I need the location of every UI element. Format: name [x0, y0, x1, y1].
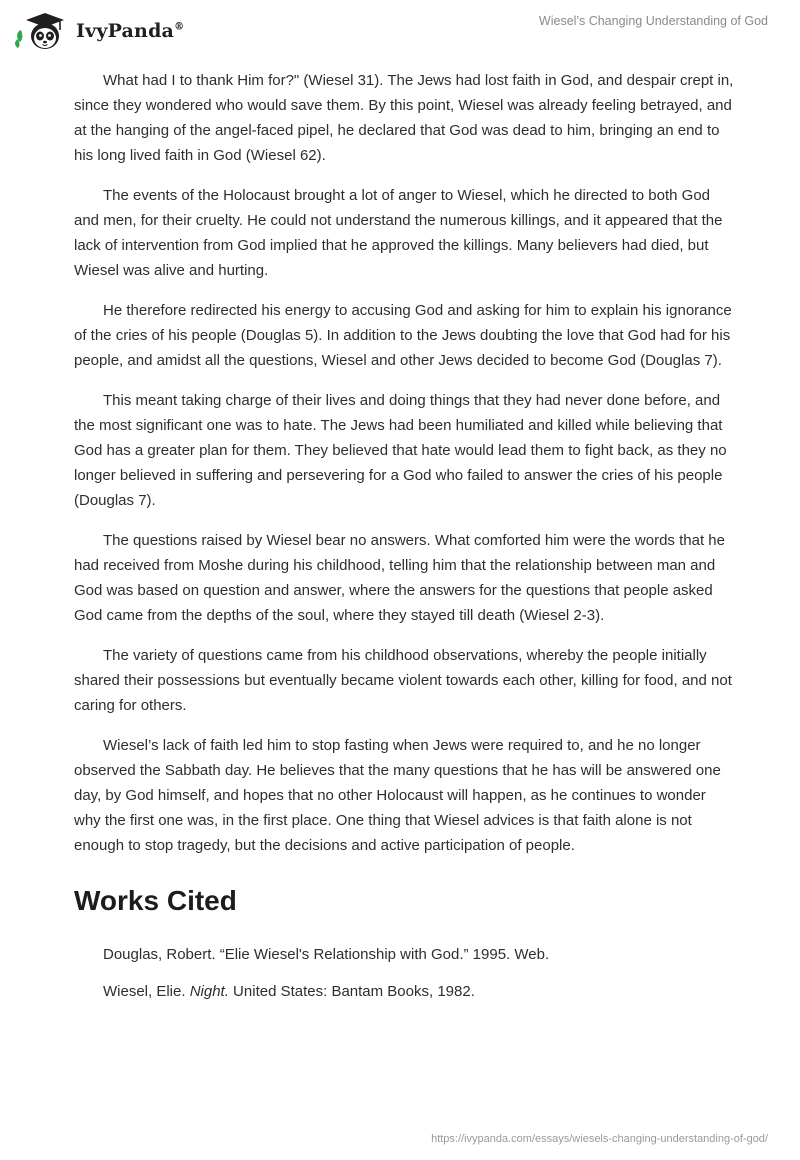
citation-entry: Wiesel, Elie. Night. United States: Bantam Books, 1982. — [103, 983, 475, 1000]
page-header — [0, 0, 800, 60]
paragraph: Wiesel’s lack of faith led him to stop fasting when Jews were required to, and he no longer observed the Sabbath day. He believes that the many questions that he has will be answered one day, by God himself, and hopes that no other Holocaust will happen, as he continues to wonder why the first one was, in the first place. One thing that Wiesel advices is that faith alone is not enough to stop tragedy, but the decisions and active participation of people. — [74, 737, 721, 854]
brand-name: IvyPanda® — [76, 20, 185, 42]
works-cited-heading: Works Cited — [74, 885, 237, 916]
citation-entry: Douglas, Robert. “Elie Wiesel's Relationship with God.” 1995. Web. — [103, 946, 550, 963]
essay-body — [74, 68, 734, 1016]
paragraph: This meant taking charge of their lives and doing things that they had never done before, and the most significant one was to hate. The Jews had been humiliated and killed while believing that God has a greater plan for them. They believed that hate would lead them to fight back, as they no longer believed in suffering and persevering for a God who failed to answer the cries of his people (Douglas 7). — [74, 392, 727, 509]
paragraph: The events of the Holocaust brought a lot of anger to Wiesel, which he directed to both God and men, for their cruelty. He could not understand the numerous killings, and it appeared that the lack of intervention from God implied that he approved the killings. Many believers had died, but Wiesel was alive and hurting. — [74, 187, 723, 279]
paragraph: The questions raised by Wiesel bear no answers. What comforted him were the words that he had received from Moshe during his childhood, telling him that the relationship between man and God was based on question and answer, where the answers for the questions that people asked God came from the depths of the soul, where they stayed till death (Wiesel 2-3). — [74, 532, 725, 624]
paragraph: What had I to thank Him for?" (Wiesel 31). The Jews had lost faith in God, and despair crept in, since they wondered who would save them. By this point, Wiesel was already feeling betrayed, and at the hanging of the angel-faced pipel, he declared that God was dead to him, bringing an end to his long lived faith in God (Wiesel 62). — [74, 72, 734, 164]
document-title: Wiesel’s Changing Understanding of God — [538, 14, 768, 28]
paragraph: The variety of questions came from his childhood observations, whereby the people initially shared their possessions but eventually became violent towards each other, killing for food, and not caring for others. — [74, 647, 732, 714]
paragraph: He therefore redirected his energy to accusing God and asking for him to explain his ignorance of the cries of his people (Douglas 5). In addition to the Jews doubting the love that God had for his people, and amidst all the questions, Wiesel and other Jews decided to become God (Douglas 7). — [74, 302, 732, 369]
source-url-link[interactable]: https://ivypanda.com/essays/wiesels-changing-understanding-of-god/ — [431, 1133, 768, 1145]
panda-graduate-icon — [14, 8, 72, 54]
ivypanda-logo[interactable] — [14, 8, 224, 54]
